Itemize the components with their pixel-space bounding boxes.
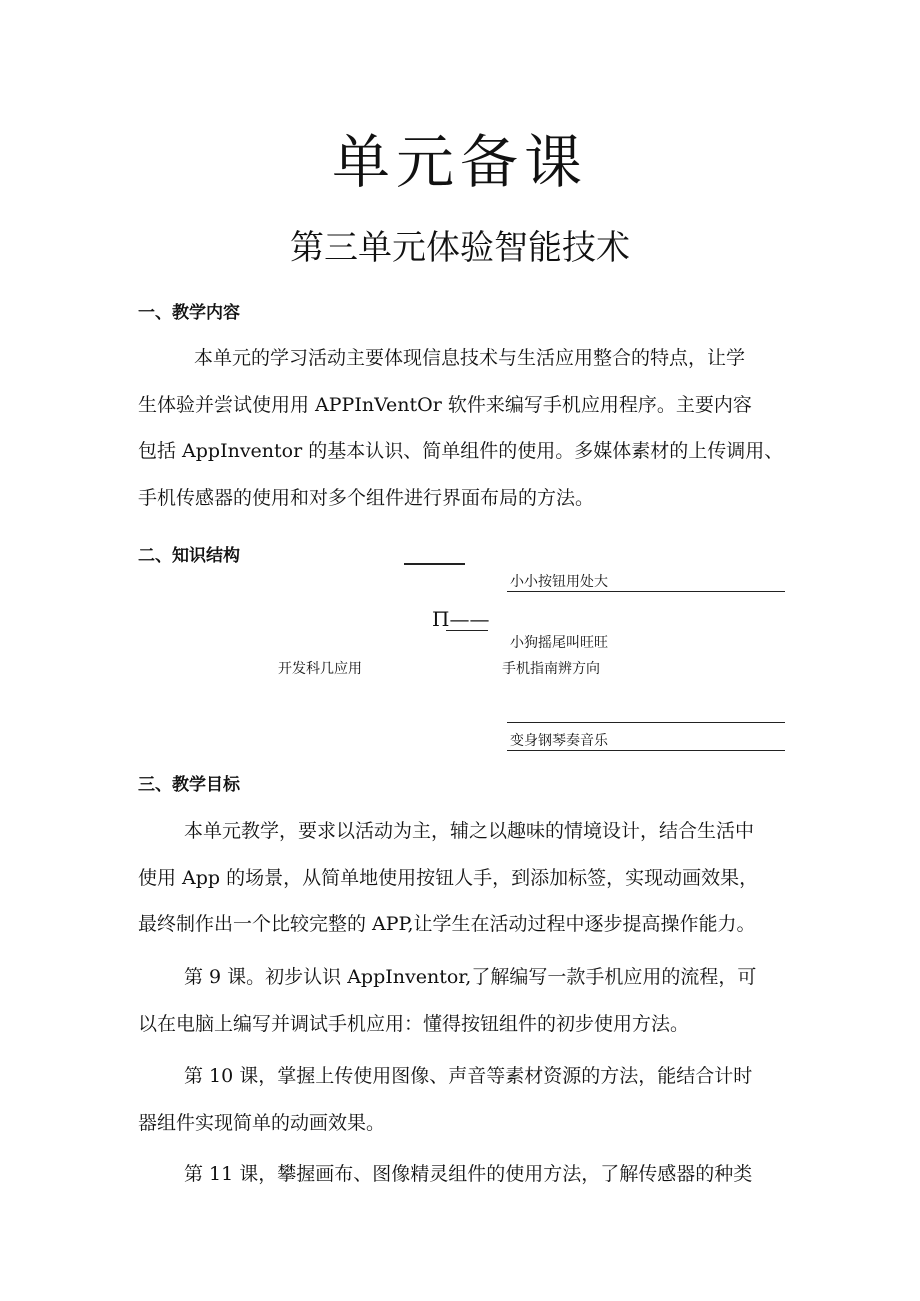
diagram-item: 手机指南辨方向 — [502, 661, 600, 677]
diagram-item-underline — [507, 591, 785, 592]
goals-paragraph-lesson-10 — [138, 1053, 788, 1146]
diagram-item: 小狗摇尾叫旺旺 — [510, 635, 608, 651]
paragraph-line: 第 10 课，掌握上传使用图像、声音等素材资源的方法，能结合计时 — [184, 1065, 753, 1087]
diagram-connector-line — [446, 630, 488, 631]
goals-paragraph-1 — [138, 808, 788, 948]
paragraph-line: 生体验并尝试使用用 APPInVentOr 软件来编写手机应用程序。主要内容 — [138, 393, 752, 416]
paragraph-line: 器组件实现简单的动画效果。 — [138, 1111, 386, 1134]
section-body-teaching-content — [138, 335, 788, 521]
diagram-top-line — [404, 563, 465, 565]
paragraph-line: 第 9 课。初步认识 AppInventor,了解编写一款手机应用的流程，可 — [184, 966, 757, 988]
paragraph-line: 以在电脑上编写并调试手机应用：懂得按钮组件的初步使用方法。 — [138, 1012, 690, 1035]
section-heading-teaching-goals: 三、教学目标 — [138, 775, 240, 795]
paragraph-line: 使用 App 的场景，从简单地使用按钮人手，到添加标签，实现动画效果， — [138, 866, 759, 889]
diagram-item: 变身钢琴奏音乐 — [510, 733, 608, 749]
diagram-root: 开发科几应用 — [278, 661, 362, 677]
paragraph-line: 本单元的学习活动主要体现信息技术与生活应用整合的特点，让学 — [194, 347, 746, 369]
diagram-item: 小小按钮用处大 — [510, 574, 608, 590]
goals-paragraph-lesson-9 — [138, 954, 788, 1047]
paragraph-line: 包括 AppInventor 的基本认识、简单组件的使用。多媒体素材的上传调用、 — [138, 440, 784, 462]
section-heading-knowledge-structure: 二、知识结构 — [138, 546, 240, 566]
paragraph-line: 本单元教学，要求以活动为主，辅之以趣味的情境设计，结合生活中 — [184, 820, 755, 842]
paragraph-line: 最终制作出一个比较完整的 APP,让学生在活动过程中逐步提高操作能力。 — [138, 913, 756, 935]
diagram-connector: Π—— — [432, 607, 490, 631]
diagram-line — [507, 722, 785, 723]
page-title: 单元备课 — [331, 128, 588, 196]
section-heading-teaching-content: 一、教学内容 — [138, 303, 240, 323]
unit-subtitle: 第三单元体验智能技术 — [290, 228, 630, 268]
paragraph-line: 手机传感器的使用和对多个组件进行界面布局的方法。 — [138, 486, 595, 509]
paragraph-line: 第 11 课，攀握画布、图像精灵组件的使用方法，了解传感器的种类 — [184, 1163, 753, 1185]
diagram-item-underline — [507, 750, 785, 751]
goals-paragraph-lesson-11 — [138, 1151, 788, 1198]
